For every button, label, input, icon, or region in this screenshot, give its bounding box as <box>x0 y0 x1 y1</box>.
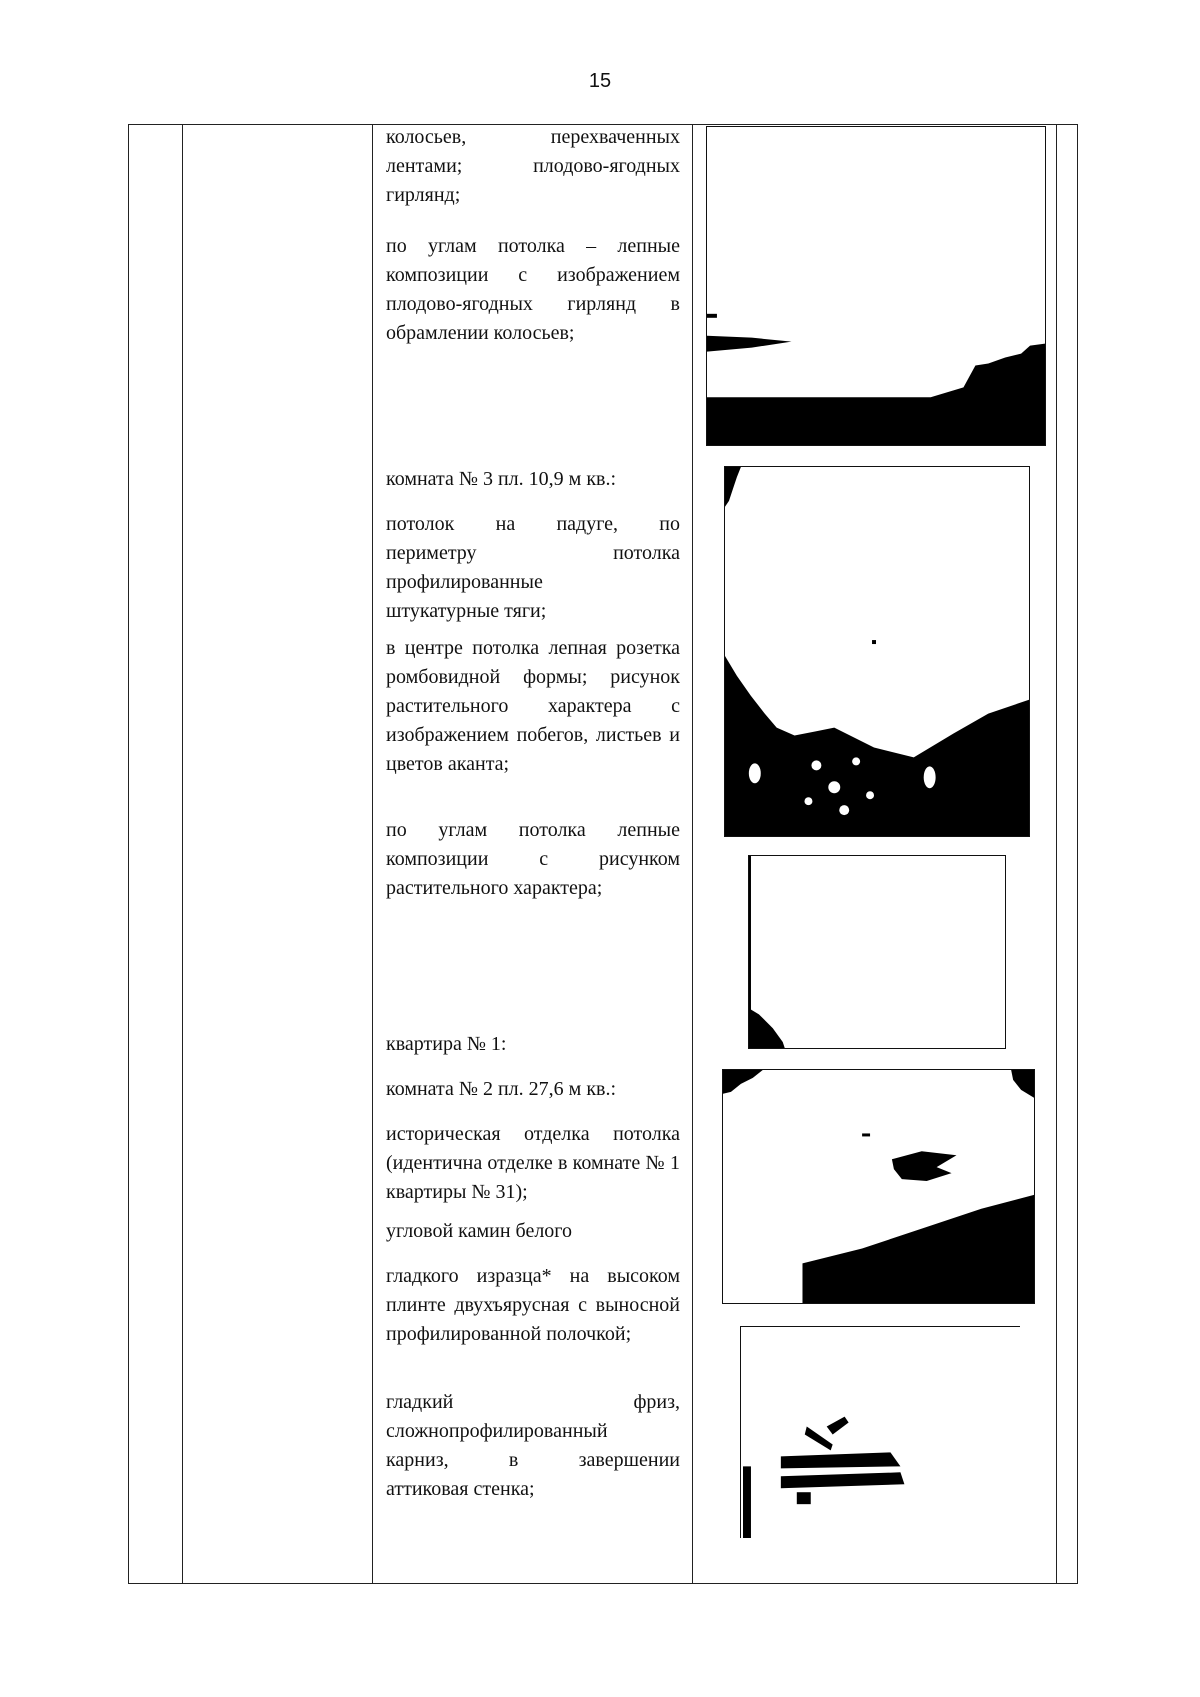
paragraph-rosette: в центре потолка лепная розетка ромбовидной формы; рисунок растительного характера с изображением побегов, листьев и цветов аканта; <box>386 637 680 775</box>
heading-room-3: комната № 3 пл. 10,9 м кв.: <box>386 468 617 490</box>
paragraph-frieze: гладкий фриз, сложнопрофилированный карниз, в завершении аттиковая стенка; <box>386 1391 680 1500</box>
paragraph-corner-compositions: по углам потолка – лепные композиции с изображением плодово-ягодных гирлянд в обрамлении колосьев; <box>386 235 680 344</box>
paragraph-historic-finish: историческая отделка потолка (идентична отделке в комнате № 1 квартиры № 31); <box>386 1123 680 1203</box>
heading-room-2: комната № 2 пл. 27,6 м кв.: <box>386 1078 617 1100</box>
ceiling-photo-1 <box>706 126 1046 446</box>
page-number: 15 <box>588 70 612 92</box>
paragraph-ears-ribbons: колосьев, перехваченных лентами; плодово-ягодных гирлянд; <box>386 126 680 206</box>
paragraph-corner-plant: по углам потолка лепные композиции с рисунком растительного характера; <box>386 819 680 899</box>
ceiling-photo-2 <box>724 466 1030 837</box>
paragraph-ceiling-padug: потолок на падуге, по периметру потолка профилированные штукатурные тяги; <box>386 513 680 622</box>
ceiling-photo-3 <box>748 855 1006 1049</box>
fireplace-photo <box>740 1326 1020 1538</box>
column-divider-3 <box>692 125 693 1583</box>
paragraph-tile: гладкого изразца* на высоком плинте двухъярусная с выносной профилированной полочкой; <box>386 1265 680 1345</box>
paragraph-corner-fireplace: угловой камин белого <box>386 1220 573 1242</box>
ceiling-photo-4 <box>722 1069 1035 1304</box>
column-divider-4 <box>1056 125 1057 1583</box>
column-divider-1 <box>182 125 183 1583</box>
heading-apartment-1: квартира № 1: <box>386 1033 507 1055</box>
column-divider-2 <box>372 125 373 1583</box>
